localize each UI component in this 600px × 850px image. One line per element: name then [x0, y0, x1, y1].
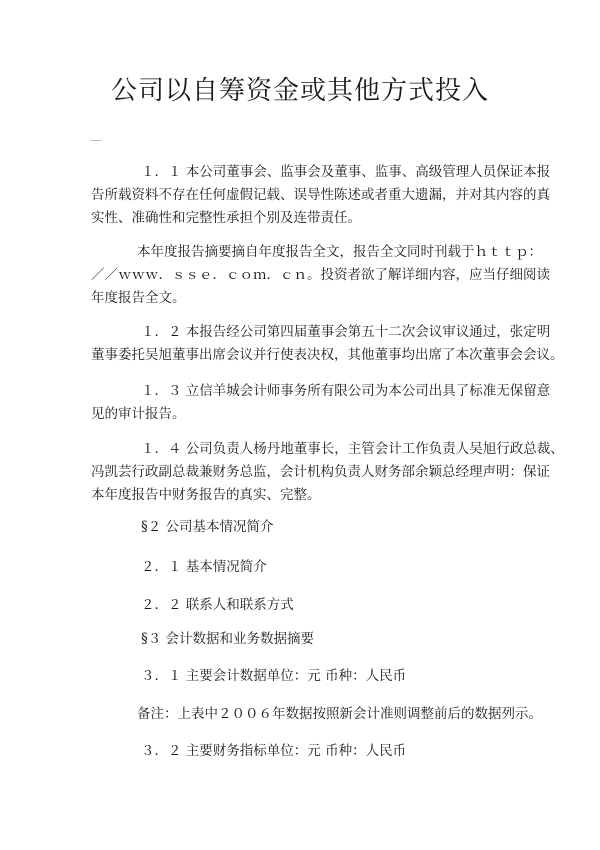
text-line: 冯凯芸行政副总裁兼财务总监，会计机构负责人财务部余颖总经理声明：保证: [91, 464, 550, 480]
paragraph-1-1: [91, 161, 551, 230]
section-heading-3: [91, 628, 531, 651]
heading-line: §３ 会计数据和业务数据摘要: [141, 631, 315, 647]
note-line: [91, 703, 542, 726]
divider: [91, 140, 101, 141]
heading-line: ２．１ 基本情况简介: [141, 559, 267, 575]
text-line: 本年度报告摘要摘自年度报告全文，报告全文同时刊载于ｈｔｔｐ：: [137, 244, 542, 260]
text-line: 本年度报告中财务报告的真实、完整。: [91, 487, 321, 503]
text-line: １．２ 本报告经公司第四届董事会第五十二次会议审议通过，张定明: [141, 324, 551, 340]
text-line: 实性、准确性和完整性承担个别及连带责任。: [91, 210, 361, 226]
paragraph-1-2: [91, 321, 564, 367]
text-line: １．１ 本公司董事会、监事会及董事、监事、高级管理人员保证本报: [141, 164, 551, 180]
text-line: 告所载资料不存在任何虚假记载、误导性陈述或者重大遗漏，并对其内容的真: [91, 187, 550, 203]
text-line: 备注：上表中２００６年数据按照新会计准则调整前后的数据列示。: [137, 706, 542, 722]
subsection-2-1: [91, 556, 531, 579]
text-line: 董事委托吴旭董事出席会议并行使表决权，其他董事均出席了本次董事会会议。: [91, 347, 564, 363]
paragraph-1-3: [91, 380, 551, 426]
paragraph-report-summary: [91, 241, 550, 310]
subsection-3-2: [91, 740, 531, 763]
heading-line: ３．１ 主要会计数据单位：元 币种：人民币: [141, 668, 407, 684]
section-heading-2: [91, 516, 531, 539]
text-line: １．４ 公司负责人杨丹地董事长，主管会计工作负责人吴旭行政总裁、: [141, 441, 564, 457]
heading-line: ２．２ 联系人和联系方式: [141, 597, 294, 613]
subsection-2-2: [91, 594, 531, 617]
text-line: 年度报告全文。: [91, 290, 186, 306]
text-line: １．３ 立信羊城会计师事务所有限公司为本公司出具了标准无保留意: [141, 383, 551, 399]
paragraph-1-4: [91, 438, 564, 507]
subsection-3-1: [91, 665, 531, 688]
text-line: 见的审计报告。: [91, 406, 186, 422]
heading-line: ３．２ 主要财务指标单位：元 币种：人民币: [141, 743, 407, 759]
heading-line: §２ 公司基本情况简介: [141, 519, 274, 535]
text-line: ／／ｗｗｗ．ｓｓｅ．ｃｏｍ．ｃｎ。投资者欲了解详细内容，应当仔细阅读: [91, 267, 550, 283]
page-title: 公司以自筹资金或其他方式投入: [110, 76, 489, 106]
